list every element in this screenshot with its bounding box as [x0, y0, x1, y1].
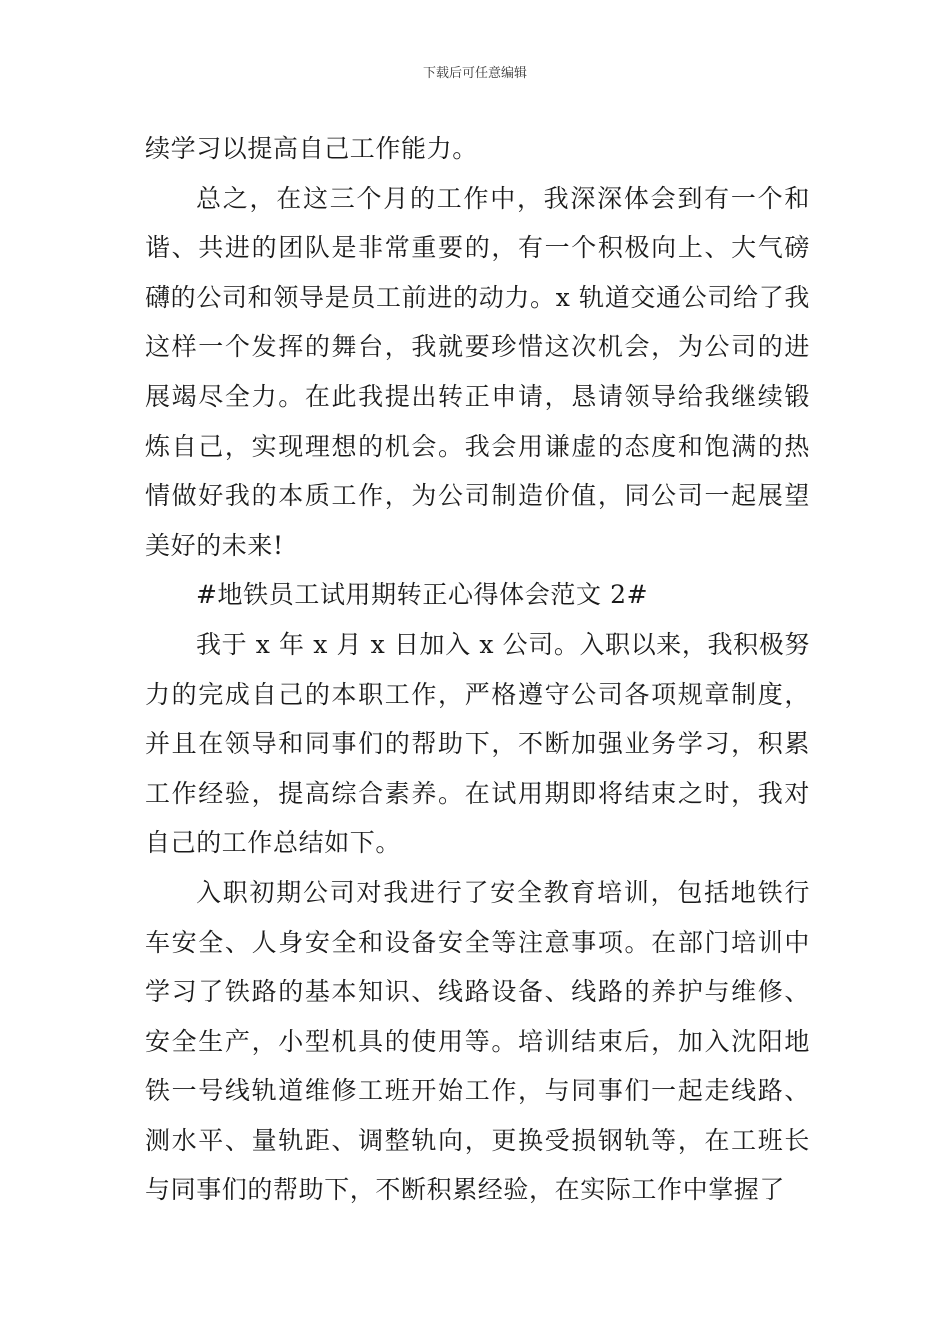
section-title: #地铁员工试用期转正心得体会范文 2#	[196, 580, 649, 610]
page-header: 下载后可任意编辑	[422, 66, 527, 81]
document-body	[145, 124, 810, 1215]
paragraph-training: 入职初期公司对我进行了安全教育培训，包括地铁行车安全、人身安全和设备安全等注意事项。在部门培训中学习了铁路的基本知识、线路设备、线路的养护与维修、安全生产，小型机具的使用等。培训结束后，加入沈阳地铁一号线轨道维修工班开始工作，与同事们一起走线路、测水平、量轨距、调整轨向，更换受损钢轨等，在工班长与同事们的帮助下，不断积累经验，在实际工作中掌握了	[145, 877, 810, 1205]
paragraph-intro: 我于 x 年 x 月 x 日加入 x 公司。入职以来，我积极努力的完成自己的本职工作，严格遵守公司各项规章制度，并且在领导和同事们的帮助下，不断加强业务学习，积累工作经验，提高综合素养。在试用期即将结束之时，我对自己的工作总结如下。	[145, 629, 810, 858]
paragraph-continuation: 续学习以提高自己工作能力。	[145, 134, 478, 163]
paragraph-conclusion: 总之，在这三个月的工作中，我深深体会到有一个和谐、共进的团队是非常重要的，有一个积极向上、大气磅礴的公司和领导是员工前进的动力。x 轨道交通公司给了我这样一个发挥的舞台，我就要珍惜这次机会，为公司的进展竭尽全力。在此我提出转正申请，恳请领导给我继续锻炼自己，实现理想的机会。我会用谦虚的态度和饱满的热情做好我的本质工作，为公司制造价值，同公司一起展望美好的未来!	[145, 183, 810, 560]
